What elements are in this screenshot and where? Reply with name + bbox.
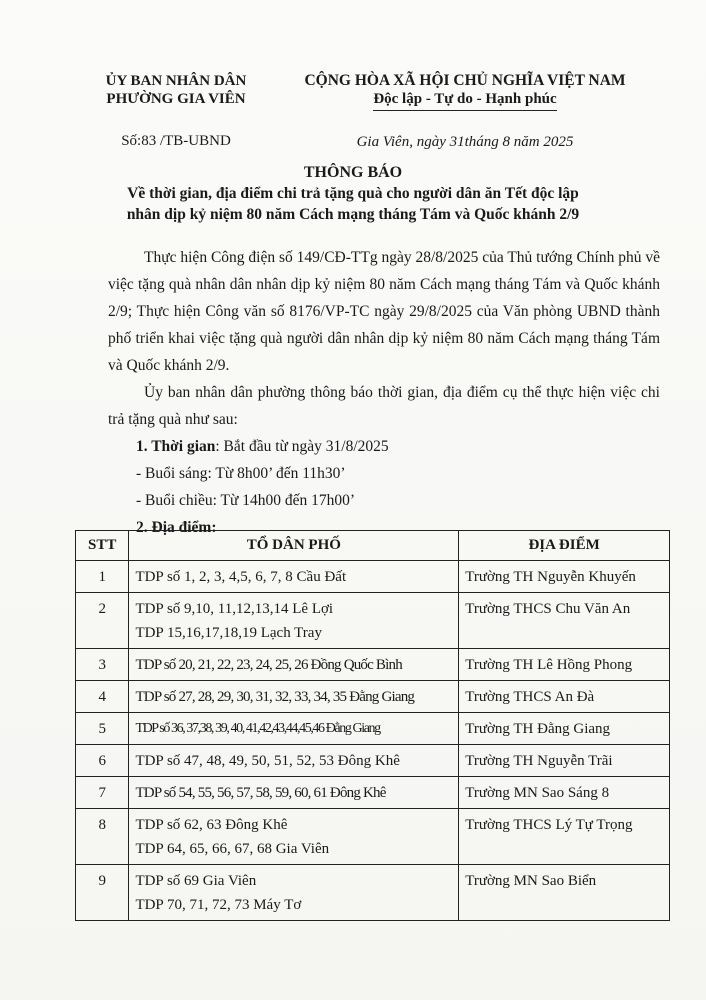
- row-tdp: [129, 649, 459, 681]
- tdp-line: TDP số 9,10, 11,12,13,14 Lê Lợi: [135, 601, 334, 617]
- table-row: [76, 681, 670, 713]
- row-tdp: [129, 809, 459, 865]
- time-section: [108, 433, 660, 460]
- row-stt: 6: [76, 745, 129, 777]
- header-place: ĐỊA ĐIỂM: [459, 531, 670, 561]
- row-tdp: [129, 593, 459, 649]
- national-motto: Độc lập - Tự do - Hạnh phúc: [373, 90, 556, 111]
- table-row: [76, 809, 670, 865]
- notice-title: [0, 162, 706, 225]
- document-header: [0, 72, 706, 152]
- header-stt: STT: [76, 531, 129, 561]
- table-row: [76, 745, 670, 777]
- row-place: Trường MN Sao Biển: [459, 865, 670, 921]
- national-heading: [300, 72, 630, 151]
- row-place: Trường THCS Lý Tự Trọng: [459, 809, 670, 865]
- morning-hours: - Buổi sáng: Từ 8h00’ đến 11h30’: [136, 465, 346, 482]
- row-place: Trường THCS Chu Văn An: [459, 593, 670, 649]
- tdp-line-2: TDP 70, 71, 72, 73 Máy Tơ: [135, 897, 302, 913]
- row-stt: 1: [76, 561, 129, 593]
- row-tdp: [129, 713, 459, 745]
- row-tdp: [129, 681, 459, 713]
- table-row: [76, 865, 670, 921]
- row-stt: 7: [76, 777, 129, 809]
- title-heading: THÔNG BÁO: [303, 164, 403, 181]
- document-number: Số:83 /TB-UBND: [121, 133, 231, 149]
- notice-body: [108, 244, 660, 541]
- tdp-line: TDP số 27, 28, 29, 30, 31, 32, 33, 34, 35 Đằng Giang: [135, 689, 415, 705]
- place-label: 2. Địa điểm:: [136, 519, 217, 536]
- afternoon-hours: - Buổi chiều: Từ 14h00 đến 17h00’: [136, 492, 356, 509]
- paragraph-announcement: Ủy ban nhân dân phường thông báo thời gian, địa điểm cụ thể thực hiện việc chi trả tặng quà như sau:: [108, 384, 660, 428]
- tdp-line: TDP số 47, 48, 49, 50, 51, 52, 53 Đông Khê: [135, 753, 400, 769]
- tdp-line: TDP số 69 Gia Viên: [135, 873, 257, 889]
- title-line-2: Về thời gian, địa điểm chi trả tặng quà cho người dân ăn Tết độc lập: [127, 185, 579, 202]
- tdp-line-2: TDP 15,16,17,18,19 Lạch Tray: [135, 625, 322, 641]
- tdp-line: TDP số 36, 37,38, 39, 40, 41,42,43,44,45,46 Đằng Giang: [135, 721, 380, 736]
- row-tdp: [129, 865, 459, 921]
- tdp-line: TDP số 54, 55, 56, 57, 58, 59, 60, 61 Đông Khê: [135, 785, 386, 801]
- table-row: [76, 649, 670, 681]
- row-stt: 4: [76, 681, 129, 713]
- table-row: [76, 713, 670, 745]
- tdp-line: TDP số 1, 2, 3, 4,5, 6, 7, 8 Cầu Đất: [135, 569, 347, 585]
- tdp-line: TDP số 62, 63 Đông Khê: [135, 817, 288, 833]
- row-stt: 3: [76, 649, 129, 681]
- time-value: : Bắt đầu từ ngày 31/8/2025: [215, 438, 389, 455]
- row-place: Trường TH Lê Hồng Phong: [459, 649, 670, 681]
- row-tdp: [129, 777, 459, 809]
- paragraph-basis: Thực hiện Công điện số 149/CĐ-TTg ngày 28/8/2025 của Thủ tướng Chính phủ về việc tặng quà nhân dân nhân dịp kỷ niệm 80 năm Cách mạng tháng Tám và Quốc khánh 2/9; Thực hiện Công văn số 8176/VP-TC ngày 29/8/2025 của Văn phòng UBND thành phố triển khai việc tặng quà người dân nhân dịp kỷ niệm 80 năm Cách mạng tháng Tám và Quốc khánh 2/9.: [108, 249, 660, 374]
- tdp-line-2: TDP 64, 65, 66, 67, 68 Gia Viên: [135, 841, 330, 857]
- header-tdp: TỔ DÂN PHỐ: [129, 531, 459, 561]
- row-stt: 9: [76, 865, 129, 921]
- nation-name: CỘNG HÒA XÃ HỘI CHỦ NGHĨA VIỆT NAM: [304, 72, 626, 89]
- issuing-agency: [66, 72, 286, 150]
- row-stt: 8: [76, 809, 129, 865]
- table-row: [76, 777, 670, 809]
- distribution-table: [75, 530, 670, 921]
- table-row: [76, 561, 670, 593]
- agency-line-1: ỦY BAN NHÂN DÂN: [105, 73, 247, 89]
- table-header-row: [76, 531, 670, 561]
- row-tdp: [129, 561, 459, 593]
- row-place: Trường TH Nguyễn Trãi: [459, 745, 670, 777]
- time-label: 1. Thời gian: [136, 438, 216, 455]
- row-place: Trường THCS An Đà: [459, 681, 670, 713]
- row-place: Trường TH Nguyễn Khuyến: [459, 561, 670, 593]
- row-place: Trường MN Sao Sáng 8: [459, 777, 670, 809]
- row-tdp: [129, 745, 459, 777]
- tdp-line: TDP số 20, 21, 22, 23, 24, 25, 26 Đồng Quốc Bình: [135, 657, 402, 673]
- agency-line-2: PHƯỜNG GIA VIÊN: [106, 91, 246, 107]
- table-row: [76, 593, 670, 649]
- title-line-3: nhân dịp kỷ niệm 80 năm Cách mạng tháng Tám và Quốc khánh 2/9: [126, 206, 580, 223]
- row-stt: 2: [76, 593, 129, 649]
- row-stt: 5: [76, 713, 129, 745]
- issue-date: Gia Viên, ngày 31tháng 8 năm 2025: [356, 134, 574, 150]
- row-place: Trường TH Đằng Giang: [459, 713, 670, 745]
